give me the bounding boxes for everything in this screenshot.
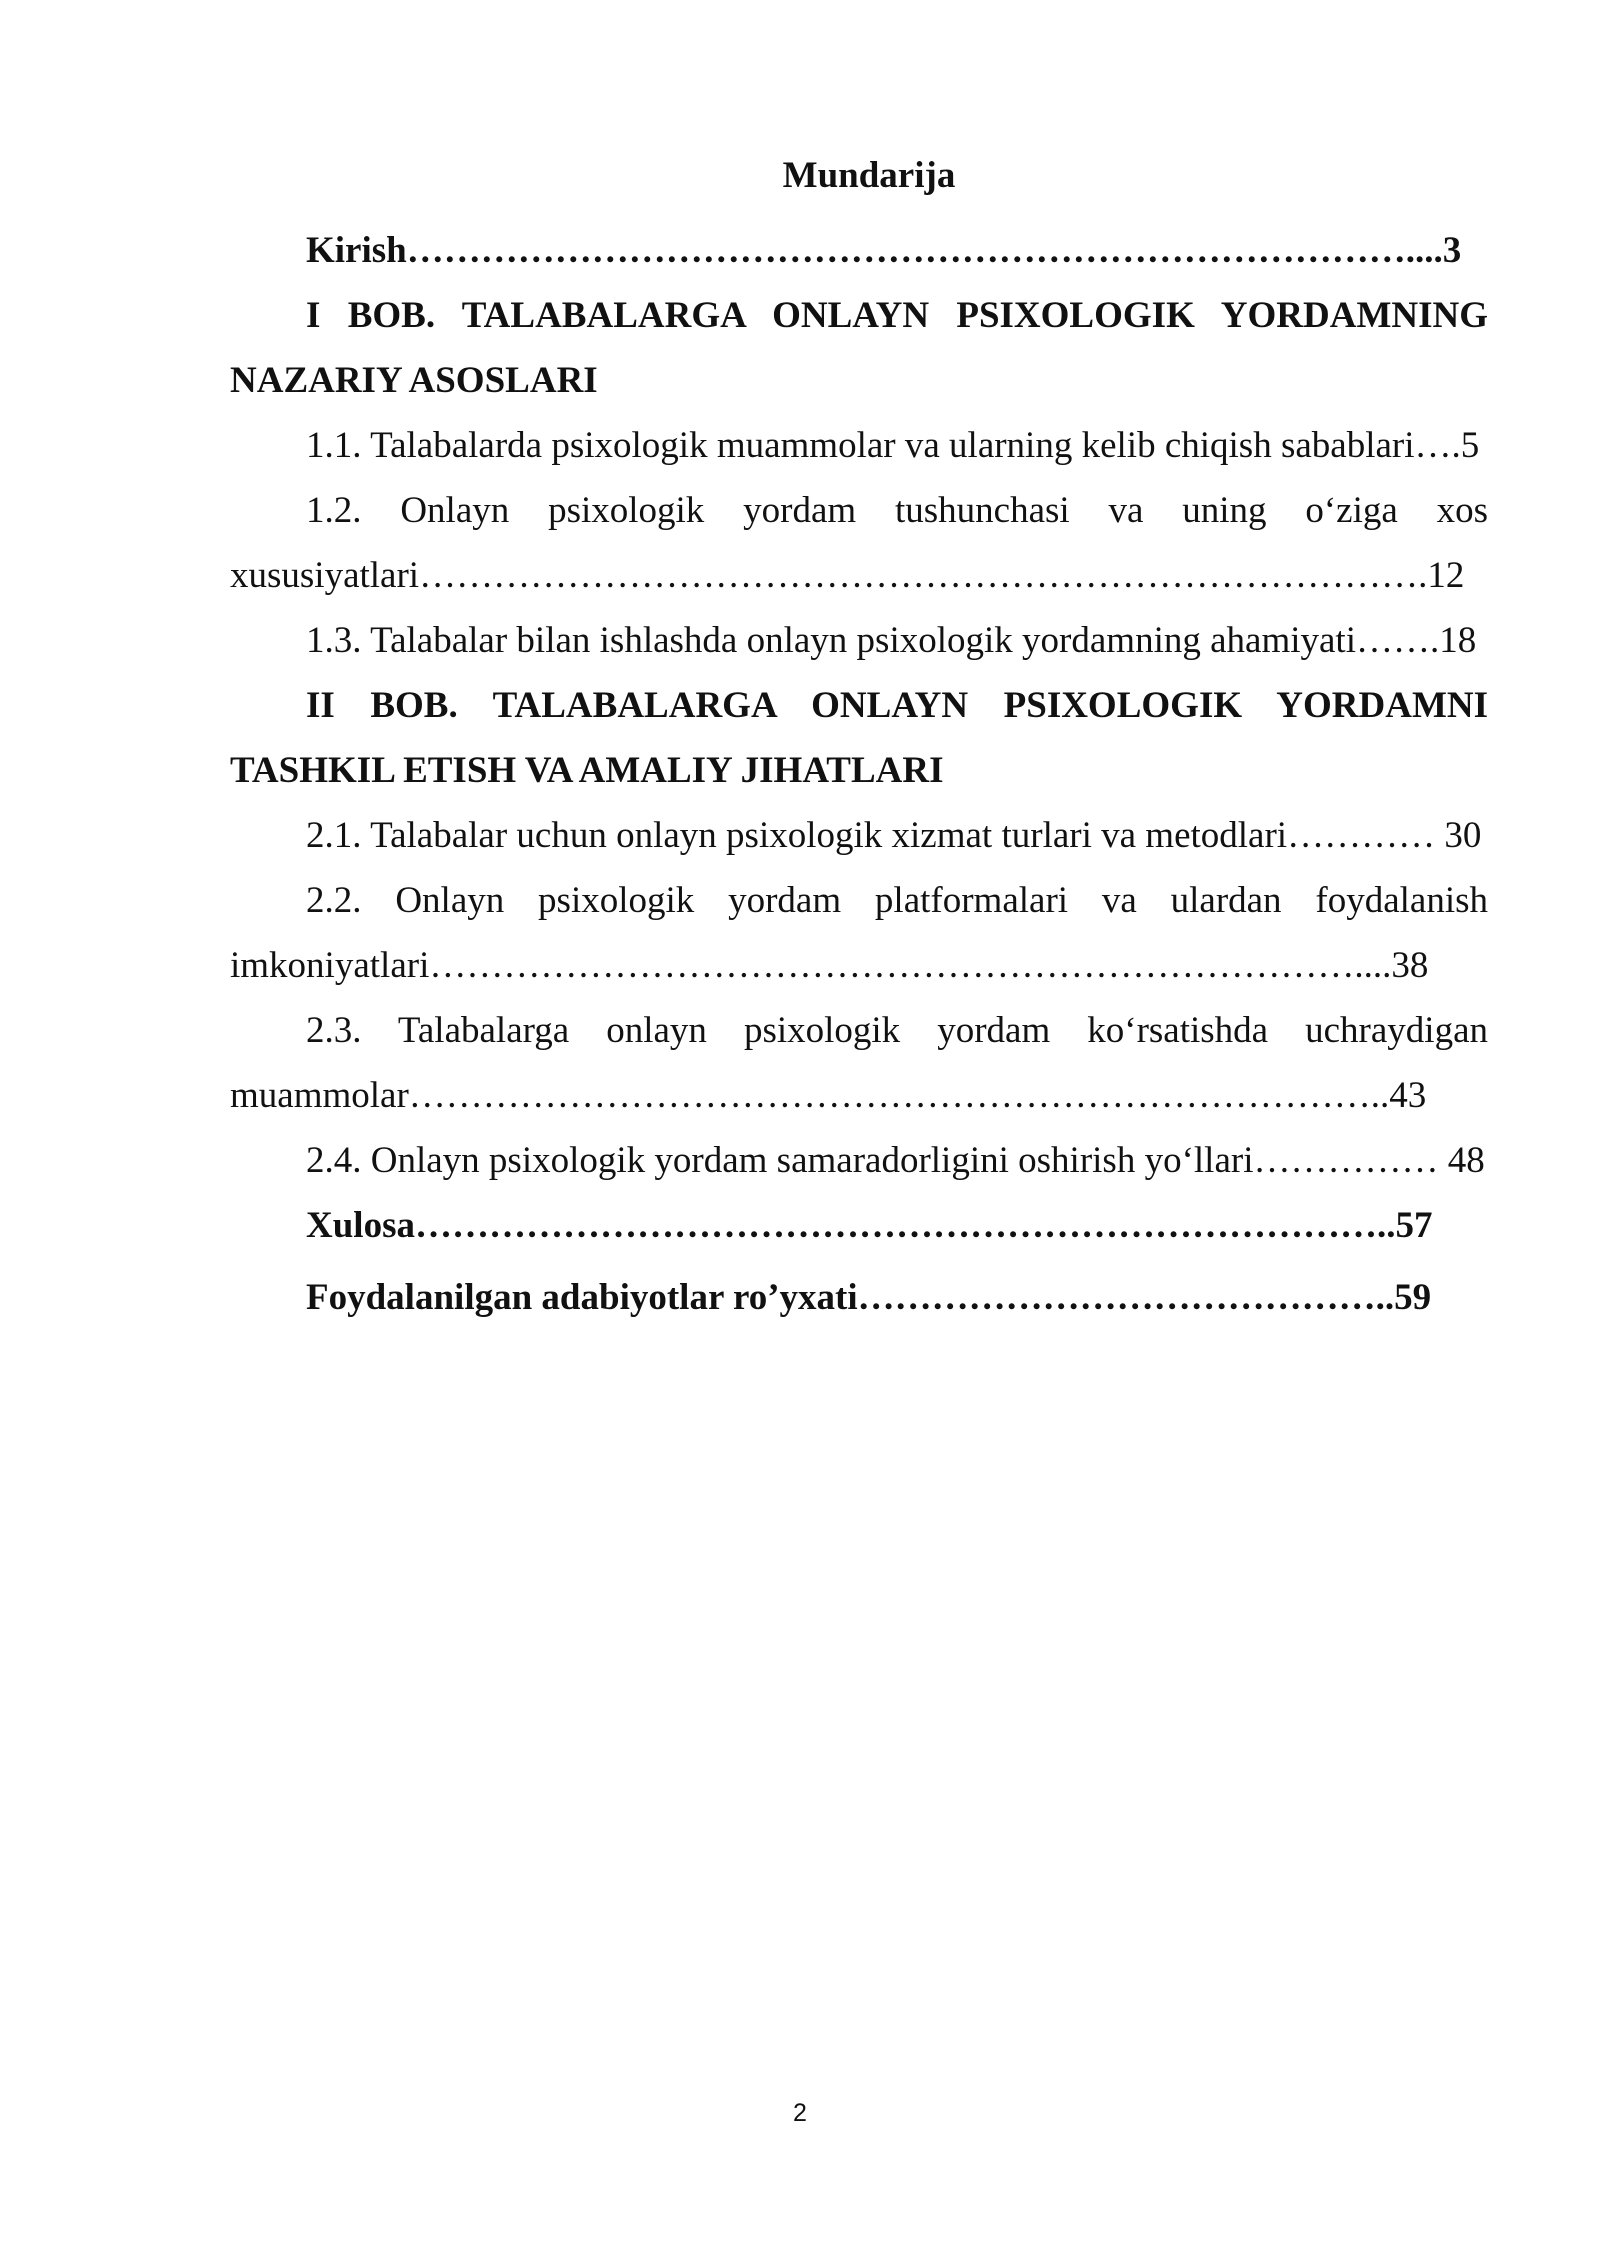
- page-number: 2: [793, 2099, 807, 2127]
- toc-entry-section-2-1: 2.1. Talabalar uchun onlayn psixologik xizmat turlari va metodlari………… 30: [306, 815, 1482, 856]
- toc-entry-section-2-3: 2.3. Talabalarga onlayn psixologik yordam ko‘rsatishda uchraydigan muammolar……………………………………………………………………..43: [230, 1010, 1488, 1116]
- toc-title: Mundarija: [782, 155, 956, 196]
- toc-entry-introduction: Kirish………………………………………………………………………....3: [306, 230, 1462, 271]
- toc-entry-section-1-2: 1.2. Onlayn psixologik yordam tushunchasi va uning o‘ziga xos xususiyatlari……………………………………………………………………….12: [230, 490, 1488, 596]
- toc-entry-conclusion: Xulosa……………………………………………………………………..57: [306, 1205, 1433, 1246]
- toc-entry-section-2-2: 2.2. Onlayn psixologik yordam platformalari va ulardan foydalanish imkoniyatlari…………………………………………………………………....38: [230, 880, 1488, 986]
- toc-entry-section-1-3: 1.3. Talabalar bilan ishlashda onlayn psixologik yordamning ahamiyati…….18: [306, 620, 1477, 661]
- toc-entry-chapter-1: I BOB. TALABALARGA ONLAYN PSIXOLOGIK YORDAMNING NAZARIY ASOSLARI: [230, 295, 1488, 401]
- toc-entry-references: Foydalanilgan adabiyotlar ro’yxati……………………………………..59: [306, 1277, 1432, 1318]
- toc-entry-section-2-4: 2.4. Onlayn psixologik yordam samaradorligini oshirish yo‘llari…………… 48: [306, 1140, 1485, 1181]
- table-of-contents: [230, 150, 1488, 1322]
- toc-entry-chapter-2: II BOB. TALABALARGA ONLAYN PSIXOLOGIK YORDAMNI TASHKIL ETISH VA AMALIY JIHATLARI: [230, 685, 1488, 791]
- toc-entry-section-1-1: 1.1. Talabalarda psixologik muammolar va ularning kelib chiqish sabablari….5: [306, 425, 1480, 466]
